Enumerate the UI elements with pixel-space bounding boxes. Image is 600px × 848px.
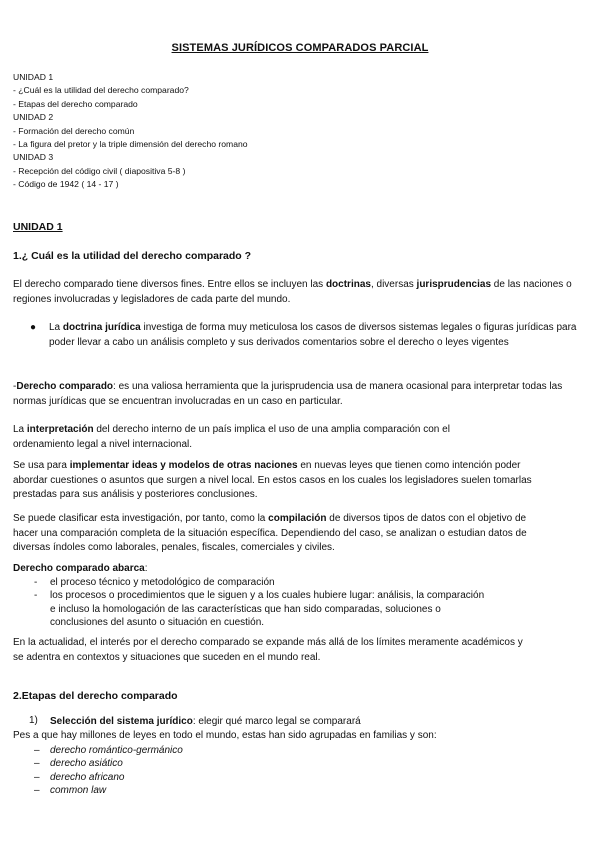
text: Se usa para (13, 460, 70, 471)
toc-line: UNIDAD 1 (13, 72, 54, 82)
paragraph-compilacion (13, 512, 538, 556)
bullet-marker: ● (30, 322, 37, 333)
toc-line: - Formación del derecho común (13, 125, 135, 136)
section-2-heading: 2.Etapas del derecho comparado (13, 690, 178, 702)
text: de diversos tipos de datos con el objetivo de hacer una comparación completa de la situación específica. Dependiendo del caso, se analizan o estudian datos de diversas índoles como laborales, penales, fiscales, comerciales y civiles. (13, 513, 527, 553)
text: La (13, 424, 27, 435)
text: de las naciones o regiones involucradas y legisladores de cada parte del mundo. (13, 279, 572, 305)
paragraph-familias: Pes a que hay millones de leyes en todo el mundo, estas han sido agrupadas en familias y son: (13, 730, 437, 741)
paragraph-interpretacion (13, 423, 508, 452)
table-of-contents (13, 71, 248, 192)
text: derecho romántico-germánico (50, 745, 183, 756)
toc-line: - Etapas del derecho comparado (13, 98, 138, 109)
toc-line: - Código de 1942 ( 14 - 17 ) (13, 179, 119, 190)
unit-1-heading: UNIDAD 1 (13, 221, 63, 233)
text: La (49, 322, 63, 333)
text: - (13, 381, 17, 392)
step-number: 1) (29, 715, 38, 726)
text: investiga de forma muy meticulosa los casos de diversos sistemas legales o figuras jurídicas para poder llevar a cabo un análisis completo y sus derivados comentarios sobre el derecho o leyes vigentes (49, 322, 577, 348)
text: e incluso la homologación de las características que han sido comparadas, soluciones o (50, 603, 441, 615)
bold-text: Derecho comparado abarca (13, 563, 145, 574)
toc-line: UNIDAD 2 (13, 112, 54, 123)
bold-text: interpretación (26, 424, 94, 435)
text: : (144, 563, 148, 574)
text: el proceso técnico y metodológico de comparación (50, 577, 275, 588)
bold-text: compilación (268, 513, 327, 524)
step-seleccion (50, 715, 590, 730)
bold-text: Selección del sistema jurídico (50, 716, 193, 727)
paragraph-derecho-comparado (13, 380, 588, 409)
paragraph-fines (13, 278, 588, 307)
bold-text: doctrinas (325, 279, 371, 290)
toc-line: - ¿Cuál es la utilidad del derecho comparado? (13, 85, 189, 96)
text: common law (50, 784, 107, 796)
bold-text: doctrina jurídica (62, 322, 141, 333)
text: derecho asiático (50, 758, 123, 770)
text: , diversas (370, 279, 417, 290)
text: conclusiones del asunto o situación en cuestión. (50, 616, 265, 628)
text: los procesos o procedimientos que le siguen y a los cuales hubiere lugar: análisis, la comparación (50, 590, 485, 602)
paragraph-implementar (13, 459, 553, 503)
bullet-doctrina (49, 321, 589, 350)
bold-text: implementar ideas y modelos de otras naciones (69, 460, 298, 471)
document-page: SISTEMAS JURÍDICOS COMPARADOS PARCIAL UNIDAD 1 - ¿Cuál es la utilidad del derecho comparado? - Etapas del derecho comparado UNIDAD 2 - Formación del derecho común - La figura del pretor y la triple dimensión del derecho romano UNIDAD 3 - Recepción del código civil ( diapositiva 5-8 ) - Código de 1942 ( 14 - 17 ) UNIDAD 1 1.¿ Cuál es la utilidad del derecho comparado ? El derecho comparado tiene diversos fines. Entre ellos se incluyen las doctrinas, diversas jurisprudencias de las naciones o regiones involucradas y legisladores de cada parte del mundo. ● La doctrina jurídica investiga de forma muy meticulosa los casos de diversos sistemas legales o figuras jurídicas para poder llevar a cabo un análisis completo y sus derivados comentarios sobre el derecho o leyes vigentes -Derecho comparado: es una valiosa herramienta que la jurisprudencia usa de manera ocasional para interpretar todas las normas jurídicas que se encuentran involucradas en un caso en particular. La interpretación del derecho interno de un país implica el uso de una amplia comparación con el ordenamiento legal a nivel internacional. Se usa para implementar ideas y modelos de otras naciones en nuevas leyes que tienen como intención poder abordar cuestiones o asuntos que surgen a nivel local. En estos casos en los cuales los legisladores suelen tomarlas prestadas para sus análisis y posteriores conclusiones. Se puede clasificar esta investigación, por tanto, como la compilación de diversos tipos de datos con el objetivo de hacer una comparación completa de la situación específica. Dependiendo del caso, se analizan o estudian datos de diversas índoles como laborales, penales, fiscales, comerciales y civiles. Derecho comparado abarca: - el proceso técnico y metodológico de comparación - los procesos o procedimientos que le siguen y a los cuales hubiere lugar: análisis, la comparación e incluso la homologación de las características que han sido comparadas, soluciones o conclusiones del asunto o situación en cuestión. En la actualidad, el interés por el derecho comparado se expande más allá de los límites meramente académicos y se adentra en contextos y situaciones que suceden en el mundo real. 2.Etapas del derecho comparado 1) Selección del sistema jurídico: elegir qué marco legal se comparará Pes a que hay millones de leyes en todo el mundo, estas han sido agrupadas en familias y son: – derecho romántico-germánico – derecho asiático – derecho africano – common law (0, 0, 600, 848)
paragraph-actualidad: En la actualidad, el interés por el derecho comparado se expande más allá de los límites meramente académicos y se adentra en contextos y situaciones que suceden en el mundo real. (13, 637, 523, 663)
text: Se puede clasificar esta investigación, por tanto, como la (13, 513, 269, 524)
text: : es una valiosa herramienta que la jurisprudencia usa de manera ocasional para interpretar todas las normas jurídicas que se encuentran involucradas en un caso en particular. (13, 381, 563, 407)
toc-line: - Recepción del código civil ( diapositiva 5-8 ) (13, 165, 186, 176)
abarca-heading (13, 562, 588, 577)
document-title: SISTEMAS JURÍDICOS COMPARADOS PARCIAL (171, 42, 429, 54)
toc-line: UNIDAD 3 (13, 152, 54, 163)
text: derecho africano (50, 771, 125, 783)
toc-line: - La figura del pretor y la triple dimensión del derecho romano (13, 139, 248, 150)
bold-text: jurisprudencias (416, 279, 492, 290)
text: : elegir qué marco legal se comparará (192, 716, 361, 727)
text: del derecho interno de un país implica el uso de una amplia comparación con el ordenamiento legal a nivel internacional. (13, 424, 450, 450)
section-1-heading: 1.¿ Cuál es la utilidad del derecho comparado ? (13, 250, 252, 262)
bold-text: Derecho comparado (16, 381, 114, 392)
text: El derecho comparado tiene diversos fines. Entre ellos se incluyen las (13, 279, 326, 290)
text: en nuevas leyes que tienen como intención poder abordar cuestiones o asuntos que surgen a nivel local. En estos casos en los cuales los legisladores suelen tomarlas prestadas para sus análisis y posteriores conclusiones. (13, 460, 532, 500)
